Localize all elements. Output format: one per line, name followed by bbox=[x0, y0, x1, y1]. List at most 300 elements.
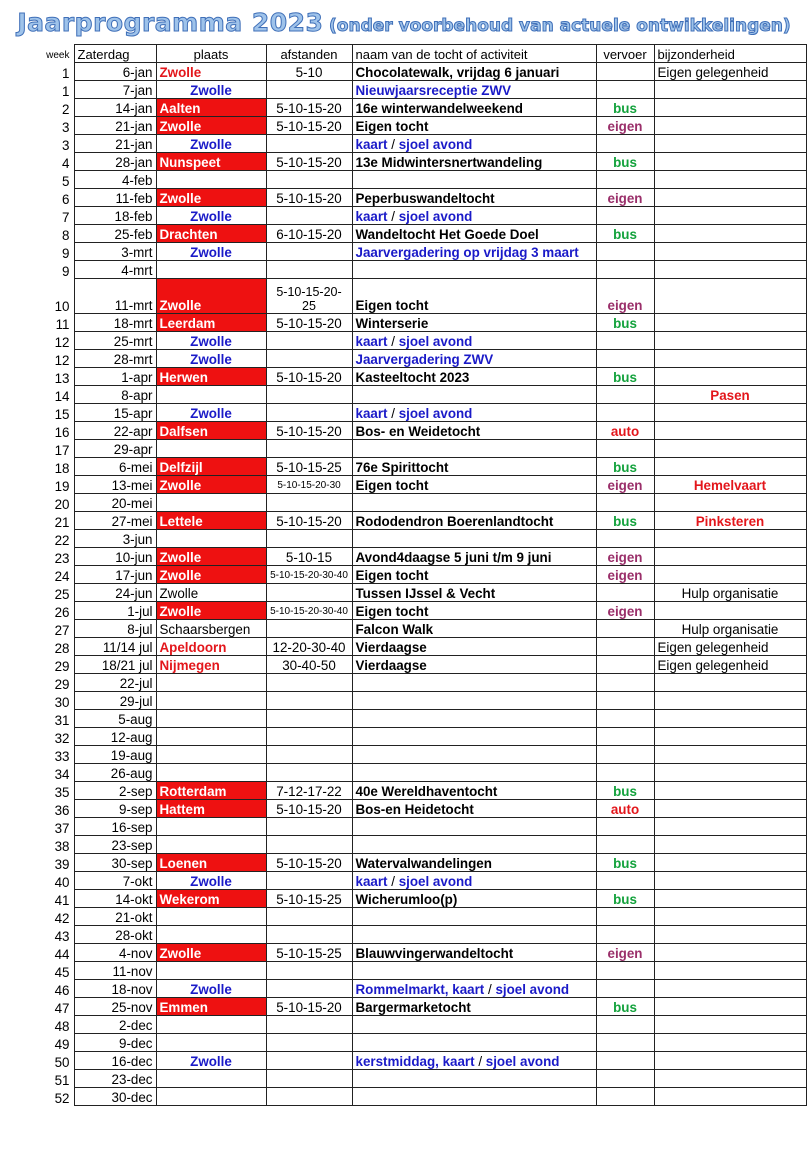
activity-cell bbox=[352, 1034, 596, 1052]
week-cell: 50 bbox=[54, 1054, 70, 1070]
place-cell: Zwolle bbox=[156, 350, 266, 368]
page-title bbox=[0, 8, 808, 42]
distance-cell: 5-10 bbox=[266, 63, 352, 81]
date-cell: 29-apr bbox=[74, 440, 156, 458]
table-row bbox=[38, 854, 806, 872]
place-cell: Zwolle bbox=[156, 584, 266, 602]
date-cell: 30-dec bbox=[74, 1088, 156, 1106]
week-cell: 12 bbox=[54, 334, 70, 350]
table-row bbox=[38, 638, 806, 656]
date-cell: 21-jan bbox=[74, 117, 156, 135]
date-cell: 28-mrt bbox=[74, 350, 156, 368]
activity-cell: Bargermarketocht bbox=[352, 998, 596, 1016]
activity-cell bbox=[352, 1070, 596, 1088]
week-cell: 30 bbox=[54, 694, 70, 710]
week-cell: 23 bbox=[54, 550, 70, 566]
table-row bbox=[38, 135, 806, 153]
activity-cell: Avond4daagse 5 juni t/m 9 juni bbox=[352, 548, 596, 566]
table-row bbox=[38, 620, 806, 638]
activity-cell: 76e Spirittocht bbox=[352, 458, 596, 476]
note-cell bbox=[654, 926, 806, 944]
place-cell bbox=[156, 746, 266, 764]
transport-cell bbox=[596, 440, 654, 458]
transport-cell: auto bbox=[596, 422, 654, 440]
distance-cell bbox=[266, 1052, 352, 1070]
date-cell: 21-jan bbox=[74, 135, 156, 153]
transport-cell bbox=[596, 908, 654, 926]
table-row bbox=[38, 314, 806, 332]
note-cell: Hulp organisatie bbox=[654, 584, 806, 602]
place-cell: Nunspeet bbox=[156, 153, 266, 171]
transport-cell bbox=[596, 261, 654, 279]
activity-cell: Blauwvingerwandeltocht bbox=[352, 944, 596, 962]
activity-cell bbox=[352, 674, 596, 692]
activity-cell: Falcon Walk bbox=[352, 620, 596, 638]
place-cell: Zwolle bbox=[156, 135, 266, 153]
place-cell: Loenen bbox=[156, 854, 266, 872]
transport-cell bbox=[596, 836, 654, 854]
place-cell: Emmen bbox=[156, 998, 266, 1016]
distance-cell: 5-10-15-20 bbox=[266, 854, 352, 872]
transport-cell bbox=[596, 584, 654, 602]
transport-cell bbox=[596, 530, 654, 548]
week-cell: 28 bbox=[54, 640, 70, 656]
week-cell: 37 bbox=[54, 820, 70, 836]
place-cell: Rotterdam bbox=[156, 782, 266, 800]
table-row bbox=[38, 944, 806, 962]
week-cell: 33 bbox=[54, 748, 70, 764]
week-cell: 20 bbox=[54, 496, 70, 512]
week-cell: 1 bbox=[62, 83, 70, 99]
week-cell: 36 bbox=[54, 802, 70, 818]
transport-cell bbox=[596, 350, 654, 368]
distance-cell bbox=[266, 926, 352, 944]
transport-cell: bus bbox=[596, 854, 654, 872]
table-row bbox=[38, 764, 806, 782]
note-cell: Pinksteren bbox=[654, 512, 806, 530]
note-cell bbox=[654, 332, 806, 350]
place-cell: Zwolle bbox=[156, 980, 266, 998]
distance-cell: 5-10-15-20 bbox=[266, 314, 352, 332]
note-cell bbox=[654, 117, 806, 135]
table-row bbox=[38, 458, 806, 476]
distance-cell: 5-10-15-20-25 bbox=[266, 279, 352, 314]
activity-cell: Jaarvergadering op vrijdag 3 maart bbox=[352, 243, 596, 261]
distance-cell bbox=[266, 81, 352, 99]
week-cell: 9 bbox=[62, 263, 70, 279]
note-cell bbox=[654, 243, 806, 261]
week-cell: 6 bbox=[62, 191, 70, 207]
date-cell: 25-mrt bbox=[74, 332, 156, 350]
note-cell: Eigen gelegenheid bbox=[654, 638, 806, 656]
note-cell bbox=[654, 602, 806, 620]
date-cell: 20-mei bbox=[74, 494, 156, 512]
week-cell: 10 bbox=[54, 298, 70, 314]
slash-separator: / bbox=[391, 874, 395, 889]
activity-cell: kaart / sjoel avond bbox=[352, 404, 596, 422]
transport-cell bbox=[596, 494, 654, 512]
note-cell bbox=[654, 99, 806, 117]
week-cell: 19 bbox=[54, 478, 70, 494]
activity-cell: Eigen tocht bbox=[352, 476, 596, 494]
distance-cell bbox=[266, 332, 352, 350]
week-cell: 9 bbox=[62, 245, 70, 261]
distance-cell: 5-10-15-20-30 bbox=[266, 476, 352, 494]
place-cell: Zwolle bbox=[156, 1052, 266, 1070]
note-cell bbox=[654, 1052, 806, 1070]
transport-cell bbox=[596, 692, 654, 710]
table-row bbox=[38, 99, 806, 117]
week-cell: 8 bbox=[62, 227, 70, 243]
header-date: Zaterdag bbox=[74, 45, 156, 63]
place-cell: Drachten bbox=[156, 225, 266, 243]
header-place: plaats bbox=[156, 45, 266, 63]
activity-cell: kaart / sjoel avond bbox=[352, 135, 596, 153]
place-cell bbox=[156, 926, 266, 944]
date-cell: 9-sep bbox=[74, 800, 156, 818]
week-cell: 49 bbox=[54, 1036, 70, 1052]
date-cell: 15-apr bbox=[74, 404, 156, 422]
activity-cell bbox=[352, 710, 596, 728]
place-cell: Zwolle bbox=[156, 332, 266, 350]
transport-cell bbox=[596, 386, 654, 404]
activity-cell: Tussen IJssel & Vecht bbox=[352, 584, 596, 602]
week-cell: 3 bbox=[62, 137, 70, 153]
note-cell bbox=[654, 962, 806, 980]
table-row bbox=[38, 656, 806, 674]
distance-cell bbox=[266, 836, 352, 854]
title-main: Jaarprogramma 2023 bbox=[17, 8, 324, 37]
week-cell: 13 bbox=[54, 370, 70, 386]
place-cell bbox=[156, 962, 266, 980]
note-cell bbox=[654, 998, 806, 1016]
date-cell: 22-jul bbox=[74, 674, 156, 692]
table-row bbox=[38, 332, 806, 350]
table-row bbox=[38, 908, 806, 926]
date-cell: 11-nov bbox=[74, 962, 156, 980]
table-row bbox=[38, 350, 806, 368]
transport-cell: eigen bbox=[596, 476, 654, 494]
table-row bbox=[38, 1034, 806, 1052]
transport-cell: bus bbox=[596, 153, 654, 171]
distance-cell bbox=[266, 350, 352, 368]
place-cell bbox=[156, 1034, 266, 1052]
note-cell bbox=[654, 368, 806, 386]
note-cell bbox=[654, 314, 806, 332]
distance-cell bbox=[266, 261, 352, 279]
distance-cell bbox=[266, 908, 352, 926]
note-cell bbox=[654, 980, 806, 998]
transport-cell bbox=[596, 81, 654, 99]
place-cell: Wekerom bbox=[156, 890, 266, 908]
place-cell: Apeldoorn bbox=[156, 638, 266, 656]
activity-cell: Vierdaagse bbox=[352, 656, 596, 674]
activity-cell: Wicherumloo(p) bbox=[352, 890, 596, 908]
table-row bbox=[38, 476, 806, 494]
note-cell bbox=[654, 1088, 806, 1106]
note-cell bbox=[654, 836, 806, 854]
note-cell bbox=[654, 225, 806, 243]
note-cell bbox=[654, 494, 806, 512]
note-cell bbox=[654, 854, 806, 872]
activity-cell bbox=[352, 692, 596, 710]
date-cell: 11-feb bbox=[74, 189, 156, 207]
distance-cell bbox=[266, 584, 352, 602]
transport-cell: eigen bbox=[596, 602, 654, 620]
week-cell: 34 bbox=[54, 766, 70, 782]
transport-cell bbox=[596, 674, 654, 692]
distance-cell bbox=[266, 764, 352, 782]
table-row bbox=[38, 81, 806, 99]
date-cell: 29-jul bbox=[74, 692, 156, 710]
transport-cell: eigen bbox=[596, 548, 654, 566]
week-cell: 12 bbox=[54, 352, 70, 368]
distance-cell: 5-10-15-20 bbox=[266, 512, 352, 530]
table-row bbox=[38, 386, 806, 404]
week-cell: 7 bbox=[62, 209, 70, 225]
date-cell: 6-mei bbox=[74, 458, 156, 476]
table-row bbox=[38, 1088, 806, 1106]
place-cell: Zwolle bbox=[156, 602, 266, 620]
table-row bbox=[38, 998, 806, 1016]
date-cell: 21-okt bbox=[74, 908, 156, 926]
week-cell: 22 bbox=[54, 532, 70, 548]
table-row bbox=[38, 962, 806, 980]
note-cell bbox=[654, 908, 806, 926]
activity-cell: Winterserie bbox=[352, 314, 596, 332]
place-cell bbox=[156, 710, 266, 728]
activity-cell: Rommelmarkt, kaart / sjoel avond bbox=[352, 980, 596, 998]
distance-cell: 5-10-15 bbox=[266, 548, 352, 566]
distance-cell bbox=[266, 386, 352, 404]
distance-cell: 12-20-30-40 bbox=[266, 638, 352, 656]
transport-cell bbox=[596, 962, 654, 980]
distance-cell bbox=[266, 440, 352, 458]
place-cell: Leerdam bbox=[156, 314, 266, 332]
note-cell bbox=[654, 872, 806, 890]
activity-cell bbox=[352, 818, 596, 836]
place-cell: Hattem bbox=[156, 800, 266, 818]
place-cell: Zwolle bbox=[156, 566, 266, 584]
week-cell: 1 bbox=[62, 65, 70, 81]
table-row bbox=[38, 584, 806, 602]
distance-cell: 5-10-15-20 bbox=[266, 153, 352, 171]
note-cell bbox=[654, 674, 806, 692]
activity-cell: Eigen tocht bbox=[352, 602, 596, 620]
date-cell: 2-dec bbox=[74, 1016, 156, 1034]
transport-cell bbox=[596, 171, 654, 189]
place-cell: Nijmegen bbox=[156, 656, 266, 674]
week-cell: 4 bbox=[62, 155, 70, 171]
week-cell: 35 bbox=[54, 784, 70, 800]
place-cell bbox=[156, 692, 266, 710]
week-cell: 32 bbox=[54, 730, 70, 746]
activity-cell: kaart / sjoel avond bbox=[352, 872, 596, 890]
place-cell: Lettele bbox=[156, 512, 266, 530]
table-row bbox=[38, 189, 806, 207]
activity-cell bbox=[352, 836, 596, 854]
activity-cell: kaart / sjoel avond bbox=[352, 332, 596, 350]
place-cell: Zwolle bbox=[156, 476, 266, 494]
table-row bbox=[38, 746, 806, 764]
activity-cell: Vierdaagse bbox=[352, 638, 596, 656]
date-cell: 11-mrt bbox=[74, 279, 156, 314]
distance-cell: 6-10-15-20 bbox=[266, 225, 352, 243]
table-row bbox=[38, 1052, 806, 1070]
activity-cell: 16e winterwandelweekend bbox=[352, 99, 596, 117]
distance-cell bbox=[266, 1088, 352, 1106]
date-cell: 24-jun bbox=[74, 584, 156, 602]
distance-cell bbox=[266, 674, 352, 692]
header-activity: naam van de tocht of activiteit bbox=[352, 45, 596, 63]
table-row bbox=[38, 117, 806, 135]
place-cell bbox=[156, 674, 266, 692]
week-cell: 46 bbox=[54, 982, 70, 998]
transport-cell bbox=[596, 243, 654, 261]
note-cell bbox=[654, 764, 806, 782]
note-cell bbox=[654, 207, 806, 225]
transport-cell bbox=[596, 1016, 654, 1034]
date-cell: 25-feb bbox=[74, 225, 156, 243]
week-cell: 29 bbox=[54, 676, 70, 692]
place-cell bbox=[156, 908, 266, 926]
week-cell: 38 bbox=[54, 838, 70, 854]
note-cell bbox=[654, 1070, 806, 1088]
week-cell: 17 bbox=[54, 442, 70, 458]
date-cell: 14-okt bbox=[74, 890, 156, 908]
activity-cell bbox=[352, 764, 596, 782]
transport-cell bbox=[596, 404, 654, 422]
table-row bbox=[38, 566, 806, 584]
place-cell: Zwolle bbox=[156, 279, 266, 314]
table-row bbox=[38, 512, 806, 530]
transport-cell bbox=[596, 926, 654, 944]
place-cell bbox=[156, 764, 266, 782]
date-cell: 9-dec bbox=[74, 1034, 156, 1052]
activity-cell: Eigen tocht bbox=[352, 117, 596, 135]
note-cell bbox=[654, 746, 806, 764]
date-cell: 30-sep bbox=[74, 854, 156, 872]
week-cell: 21 bbox=[54, 514, 70, 530]
distance-cell: 5-10-15-20 bbox=[266, 998, 352, 1016]
place-cell: Zwolle bbox=[156, 117, 266, 135]
date-cell: 28-okt bbox=[74, 926, 156, 944]
table-row bbox=[38, 279, 806, 314]
transport-cell: bus bbox=[596, 998, 654, 1016]
week-cell: 31 bbox=[54, 712, 70, 728]
date-cell: 4-feb bbox=[74, 171, 156, 189]
note-cell bbox=[654, 1016, 806, 1034]
slash-separator: / bbox=[391, 406, 395, 421]
transport-cell bbox=[596, 332, 654, 350]
distance-cell: 5-10-15-20 bbox=[266, 368, 352, 386]
note-cell bbox=[654, 422, 806, 440]
date-cell: 22-apr bbox=[74, 422, 156, 440]
place-cell: Zwolle bbox=[156, 548, 266, 566]
distance-cell bbox=[266, 171, 352, 189]
distance-cell bbox=[266, 1070, 352, 1088]
note-cell bbox=[654, 153, 806, 171]
activity-cell: Chocolatewalk, vrijdag 6 januari bbox=[352, 63, 596, 81]
table-row bbox=[38, 782, 806, 800]
transport-cell bbox=[596, 620, 654, 638]
note-cell bbox=[654, 440, 806, 458]
week-cell: 15 bbox=[54, 406, 70, 422]
note-cell bbox=[654, 350, 806, 368]
table-row bbox=[38, 872, 806, 890]
table-row bbox=[38, 368, 806, 386]
table-row bbox=[38, 1070, 806, 1088]
distance-cell bbox=[266, 872, 352, 890]
note-cell bbox=[654, 404, 806, 422]
table-row bbox=[38, 602, 806, 620]
activity-cell bbox=[352, 908, 596, 926]
distance-cell: 5-10-15-25 bbox=[266, 890, 352, 908]
week-cell: 41 bbox=[54, 892, 70, 908]
week-cell: 29 bbox=[54, 658, 70, 674]
transport-cell: bus bbox=[596, 782, 654, 800]
slash-separator: / bbox=[487, 982, 492, 997]
place-cell bbox=[156, 1070, 266, 1088]
place-cell: Herwen bbox=[156, 368, 266, 386]
date-cell: 23-dec bbox=[74, 1070, 156, 1088]
note-cell bbox=[654, 890, 806, 908]
note-cell bbox=[654, 458, 806, 476]
transport-cell: eigen bbox=[596, 566, 654, 584]
place-cell bbox=[156, 171, 266, 189]
date-cell: 2-sep bbox=[74, 782, 156, 800]
activity-cell bbox=[352, 1016, 596, 1034]
header-row bbox=[38, 45, 806, 63]
note-cell bbox=[654, 81, 806, 99]
week-cell: 3 bbox=[62, 119, 70, 135]
date-cell: 1-jul bbox=[74, 602, 156, 620]
transport-cell bbox=[596, 638, 654, 656]
distance-cell bbox=[266, 530, 352, 548]
week-cell: 18 bbox=[54, 460, 70, 476]
table-row bbox=[38, 980, 806, 998]
week-cell: 27 bbox=[54, 622, 70, 638]
slash-separator: / bbox=[478, 1054, 483, 1069]
table-row bbox=[38, 710, 806, 728]
transport-cell: bus bbox=[596, 225, 654, 243]
distance-cell bbox=[266, 243, 352, 261]
activity-cell bbox=[352, 494, 596, 512]
activity-cell: Peperbuswandeltocht bbox=[352, 189, 596, 207]
transport-cell: eigen bbox=[596, 189, 654, 207]
table-row bbox=[38, 548, 806, 566]
distance-cell bbox=[266, 620, 352, 638]
week-cell: 48 bbox=[54, 1018, 70, 1034]
distance-cell bbox=[266, 980, 352, 998]
distance-cell: 5-10-15-20 bbox=[266, 189, 352, 207]
date-cell: 23-sep bbox=[74, 836, 156, 854]
place-cell: Zwolle bbox=[156, 944, 266, 962]
distance-cell: 5-10-15-20-30-40 bbox=[266, 566, 352, 584]
distance-cell: 5-10-15-20 bbox=[266, 422, 352, 440]
date-cell: 27-mei bbox=[74, 512, 156, 530]
table-row bbox=[38, 1016, 806, 1034]
place-cell: Zwolle bbox=[156, 63, 266, 81]
table-row bbox=[38, 818, 806, 836]
activity-cell: Rododendron Boerenlandtocht bbox=[352, 512, 596, 530]
distance-cell: 5-10-15-25 bbox=[266, 944, 352, 962]
activity-cell bbox=[352, 746, 596, 764]
transport-cell bbox=[596, 63, 654, 81]
slash-separator: / bbox=[391, 137, 395, 152]
transport-cell bbox=[596, 764, 654, 782]
note-cell bbox=[654, 279, 806, 314]
